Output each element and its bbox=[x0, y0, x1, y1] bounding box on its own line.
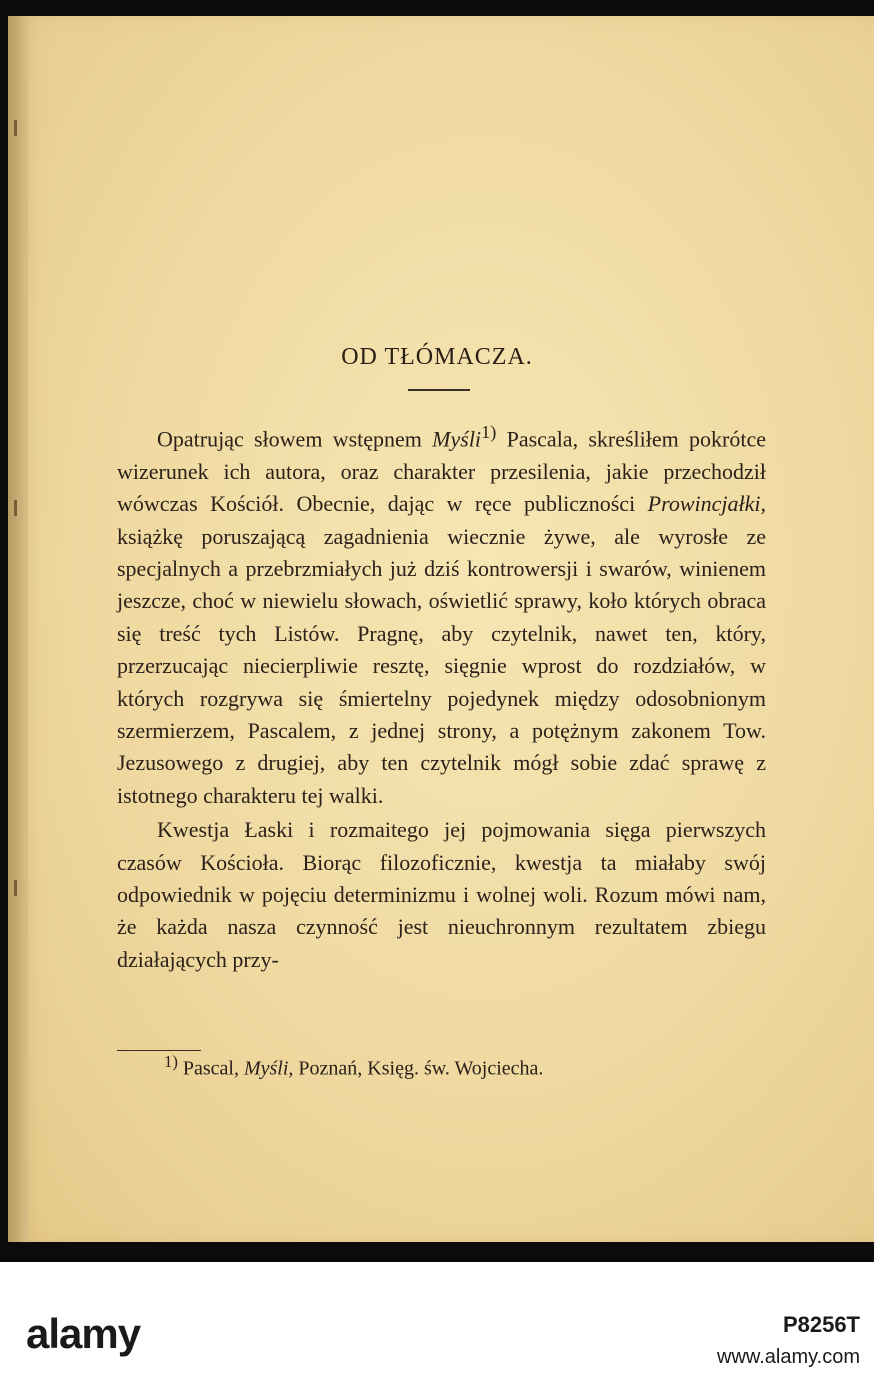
body-text bbox=[117, 416, 766, 976]
footnote-text: Pascal, bbox=[177, 1057, 244, 1080]
binding-stitch bbox=[14, 120, 17, 136]
title-rule bbox=[408, 389, 470, 391]
watermark-logo: alamy bbox=[26, 1310, 141, 1357]
binding-stitch bbox=[14, 500, 17, 516]
watermark-image-id: P8256T bbox=[782, 1312, 860, 1337]
binding-stitch bbox=[14, 880, 17, 896]
italic-title-prowincjalki: Prowincjałki, bbox=[647, 491, 766, 517]
paragraph-2: Kwestja Łaski i rozmaitego jej pojmowania sięga pierwszych czasów Kościoła. Biorąc filozoficznie, kwestja ta miałaby swój odpowiednik w pojęciu determinizmu i wolnej woli. Rozum mówi nam, że każda nasza czynność jest nieuchronnym rezultatem zbiegu działających przy- bbox=[117, 817, 766, 972]
footnote-number: 1) bbox=[164, 1052, 178, 1071]
paragraph-1-text: Opatrując słowem wstępnem bbox=[157, 426, 433, 452]
footnote-italic: Myśli, bbox=[243, 1057, 294, 1080]
footnote-ref: 1) bbox=[481, 422, 497, 442]
page-title: OD TŁÓMACZA. bbox=[341, 344, 533, 370]
paragraph-1-text: książkę poruszającą zagadnienia wiecznie żywe, ale wyrosłe ze specjalnych a przebrzmiałych już dziś kontrowersji i swarów, winienem jeszcze, choć w niewielu słowach, oświetlić sprawy, koło których obraca się treść tych Listów. Pragnę, aby czytelnik, nawet ten, który, przerzucając niecierpliwie resztę, sięgnie wprost do rozdziałów, w których rozgrywa się śmiertelny pojedynek między odosobnionym szermierzem, Pascalem, z jednej strony, a potężnym zakonem Tow. Jezusowego z drugiej, aby ten czytelnik mógł sobie zdać sprawę z istotnego charakteru tej walki. bbox=[117, 523, 766, 808]
paragraph-1-text: Pascala, skreśliłem pokrótce wizerunek ich autora, oraz charakter przesilenia, jakie przechodził wówczas Kościół. Obecnie, dając w ręce publiczności bbox=[117, 426, 766, 517]
watermark-url: www.alamy.com bbox=[717, 1346, 860, 1368]
footnote-text: Poznań, Księg. św. Wojciecha. bbox=[293, 1057, 544, 1080]
footnote-rule bbox=[117, 1050, 201, 1051]
footnote bbox=[164, 1052, 764, 1081]
italic-title-mysli: Myśli bbox=[432, 426, 482, 452]
book-spine bbox=[8, 16, 28, 1242]
paragraph-1 bbox=[117, 416, 766, 812]
